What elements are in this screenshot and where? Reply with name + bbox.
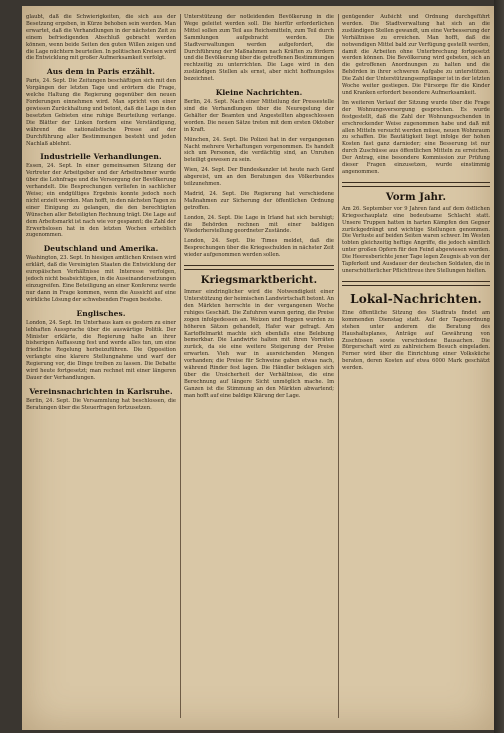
- article-paragraph: London, 24. Sept. Im Unterhaus kam es gestern zu einer lebhaften Aussprache über die auswärtige Politik. Der Minister erklärte, die Regierung halte an ihrer bisherigen Auffassung fest und werde alles tun, um eine friedliche Regelung herbeizuführen. Die Opposition verlangte eine klarere Stellungnahme und warf der Regierung vor, die Dinge treiben zu lassen. Die Debatte wird heute fortgesetzt; man rechnet mit einer längeren Dauer der Verhandlungen.: [26, 319, 176, 381]
- article-paragraph: Essen, 24. Sept. In einer gemeinsamen Sitzung der Vertreter der Arbeitgeber und der Arbeitnehmer wurde über die Lohnfrage und die Versorgung der Bevölkerung verhandelt. Die Besprechungen verliefen in sachlicher Weise; ein endgültiges Ergebnis konnte jedoch noch nicht erzielt werden. Man hofft, in den nächsten Tagen zu einer Einigung zu gelangen, die den berechtigten Wünschen aller Beteiligten Rechnung trägt. Die Lage auf dem Arbeitsmarkt ist nach wie vor gespannt; die Zahl der Erwerbslosen hat in den letzten Wochen erheblich zugenommen.: [26, 163, 176, 239]
- article-heading: Englisches.: [76, 308, 126, 318]
- article-heading: Kleine Nachrichten.: [215, 88, 303, 98]
- article-paragraph: genügender Aufsicht und Ordnung durchgeführt werden. Die Stadtverwaltung hat sich an die zuständigen Stellen gewandt, um eine Verbesserung der Verhältnisse zu erreichen. Man hofft, daß die notwendigen Mittel bald zur Verfügung gestellt werden, damit die Arbeiten ohne Unterbrechung fortgesetzt werden können. Die Bevölkerung wird gebeten, sich an die getroffenen Anordnungen zu halten und die Behörden in ihrer schweren Aufgabe zu unterstützen. Die Zahl der Unterstützungsempfänger ist in der letzten Woche weiter gestiegen. Die Fürsorge für die Kinder und Kranken erfordert besondere Aufmerksamkeit.: [342, 14, 490, 96]
- newspaper-page: [22, 6, 494, 730]
- article-paragraph: München, 24. Sept. Die Polizei hat in der vergangenen Nacht mehrere Verhaftungen vorgenommen. Es handelt sich um Personen, die verdächtig sind, an Unruhen beteiligt gewesen zu sein.: [184, 136, 334, 164]
- article-heading: Vereinsnachrichten in Karlsruhe.: [29, 386, 173, 396]
- article-paragraph: London, 24. Sept. Die Lage in Irland hat sich beruhigt; die Behörden rechnen mit einer baldigen Wiederherstellung geordneter Zustände.: [184, 214, 334, 235]
- column-3: [342, 14, 490, 720]
- article-paragraph: Immer eindringlicher wird die Notwendigkeit einer Unterstützung der heimischen Landwirtschaft betont. An den Märkten herrschte in der vergangenen Woche ruhiges Geschäft. Die Zufuhren waren gering, die Preise zogen infolgedessen an. Weizen und Roggen wurden zu höheren Sätzen gehandelt, Hafer war gefragt. Am Kartoffelmarkt machte sich ebenfalls eine Belebung bemerkbar. Die Landwirte halten mit ihren Vorräten zurück, da sie eine weitere Steigerung der Preise erwarten. Vieh war in ausreichenden Mengen vorhanden; die Preise für Schweine gaben etwas nach, während Rinder fest lagen. Die Händler beklagen sich über die Unsicherheit der Verhältnisse, die eine Berechnung auf längere Sicht unmöglich mache. Im Ganzen ist die Stimmung an den Märkten abwartend; man hofft auf eine baldige Klärung der Lage.: [184, 289, 334, 399]
- column-rule: [338, 14, 339, 718]
- column-rule: [180, 14, 181, 718]
- article-paragraph: Paris, 24. Sept. Die Zeitungen beschäftigen sich mit den Vorgängen der letzten Tage und erörtern die Frage, welche Haltung die Regierung gegenüber den neuen Forderungen einnehmen wird. Man spricht von einer gewissen Zurückhaltung und betont, daß die Lage in den besetzten Gebieten eine ruhige Beurteilung verlange. Die Blätter der Linken fordern eine Verständigung, während die nationalistische Presse auf der Durchführung aller Bestimmungen besteht und jeden Nachlaß ablehnt.: [26, 78, 176, 147]
- article-paragraph: Madrid, 24. Sept. Die Regierung hat verschiedene Maßnahmen zur Sicherung der öffentlichen Ordnung getroffen.: [184, 190, 334, 211]
- article-paragraph: London, 24. Sept. Die Times meldet, daß die Besprechungen über die Kriegsschulden in nächster Zeit wieder aufgenommen werden sollen.: [184, 238, 334, 259]
- article-heading: Kriegsmarktbericht.: [200, 275, 318, 287]
- article-heading: Deutschland und Amerika.: [43, 244, 159, 254]
- article-paragraph: Berlin, 24. Sept. Die Versammlung hat beschlossen, die Beratungen über die Steuerfragen fortzusetzen.: [26, 397, 176, 411]
- column-1: [26, 14, 176, 720]
- article-paragraph: Am 26. September vor 9 Jahren fand auf dem östlichen Kriegsschauplatz eine bedeutsame Schlacht statt. Unsere Truppen hatten in harten Kämpfen den Gegner zurückgedrängt und wichtige Stellungen genommen. Die Verluste auf beiden Seiten waren schwer. Im Westen tobten gleichzeitig heftige Angriffe, die jedoch sämtlich unter großen Opfern für den Feind abgewiesen wurden. Die Heeresberichte jener Tage legen Zeugnis ab von der Tapferkeit und Ausdauer der deutschen Soldaten, die in unerschütterlicher Pflichttreue ihre Stellungen hielten.: [342, 205, 490, 274]
- section-rule: [184, 265, 334, 270]
- article-paragraph: Im weiteren Verlauf der Sitzung wurde über die Frage der Wohnungsversorgung gesprochen. Es wurde festgestellt, daß die Zahl der Wohnungsuchenden in erschreckender Weise zugenommen habe und daß mit allen Mitteln versucht werden müsse, neuen Wohnraum zu schaffen. Die Bautätigkeit liegt infolge der hohen Kosten fast ganz darnieder; eine Besserung ist nur durch Zuschüsse aus öffentlichen Mitteln zu erreichen. Der Antrag, eine besondere Kommission zur Prüfung dieser Fragen einzusetzen, wurde einstimmig angenommen.: [342, 99, 490, 175]
- article-heading: Vorm Jahr.: [385, 191, 447, 203]
- article-paragraph: Washington, 23. Sept. In hiesigen amtlichen Kreisen wird erklärt, daß die Vereinigten Staaten die Entwicklung der europäischen Verhältnisse mit Interesse verfolgen, jedoch nicht beabsichtigen, in die Auseinandersetzungen einzugreifen. Eine Beteiligung an einer Konferenz werde nur dann in Frage kommen, wenn die Aussicht auf eine wirkliche Lösung der schwebenden Fragen bestehe.: [26, 255, 176, 303]
- article-heading: Aus dem in Paris erzählt.: [46, 67, 156, 77]
- article-paragraph: Wien, 24. Sept. Der Bundeskanzler ist heute nach Genf abgereist, um an den Beratungen des Völkerbundes teilzunehmen.: [184, 167, 334, 188]
- scan-edge: [494, 0, 504, 733]
- article-heading: Lokal-Nachrichten.: [350, 291, 482, 306]
- article-paragraph: glaubt, daß die Schwierigkeiten, die sich aus der Besetzung ergeben, in Kürze behoben sein werden. Man erwartet, daß die Verhandlungen in der nächsten Zeit zu einem befriedigenden Abschluß gebracht werden können, wenn beide Seiten den guten Willen zeigen und die Lage nüchtern beurteilen. In politischen Kreisen wird die Entwicklung mit großer Aufmerksamkeit verfolgt.: [26, 14, 176, 62]
- article-paragraph: Eine öffentliche Sitzung des Stadtrats findet am kommenden Dienstag statt. Auf der Tagesordnung stehen unter anderem die Beratung des Haushaltsplanes, Anträge auf Gewährung von Zuschüssen sowie verschiedene Bausachen. Die Bürgerschaft wird zu zahlreichem Besuch eingeladen. Ferner wird über die Einrichtung einer Volksküche beraten, deren Kosten auf etwa 6000 Mark geschätzt werden.: [342, 309, 490, 372]
- article-paragraph: Berlin, 24. Sept. Nach einer Mitteilung der Pressestelle sind die Verhandlungen über die Neuregelung der Gehälter der Beamten und Angestellten abgeschlossen worden. Die neuen Sätze treten mit dem ersten Oktober in Kraft.: [184, 99, 334, 133]
- article-heading: Industrielle Verhandlungen.: [40, 152, 162, 162]
- section-rule: [342, 182, 490, 187]
- column-2: [184, 14, 334, 720]
- section-rule: [342, 281, 490, 286]
- article-paragraph: Unterstützung der notleidenden Bevölkerung in die Wege geleitet werden soll. Die hierfür erforderlichen Mittel sollen zum Teil aus Reichsmitteln, zum Teil durch Sammlungen aufgebracht werden. Die Stadtverwaltungen werden aufgefordert, die Durchführung der Maßnahmen nach Kräften zu fördern und die Bevölkerung über die getroffenen Bestimmungen rechtzeitig zu unterrichten. Die Lage wird in den zuständigen Stellen als ernst, aber nicht hoffnungslos bezeichnet.: [184, 14, 334, 83]
